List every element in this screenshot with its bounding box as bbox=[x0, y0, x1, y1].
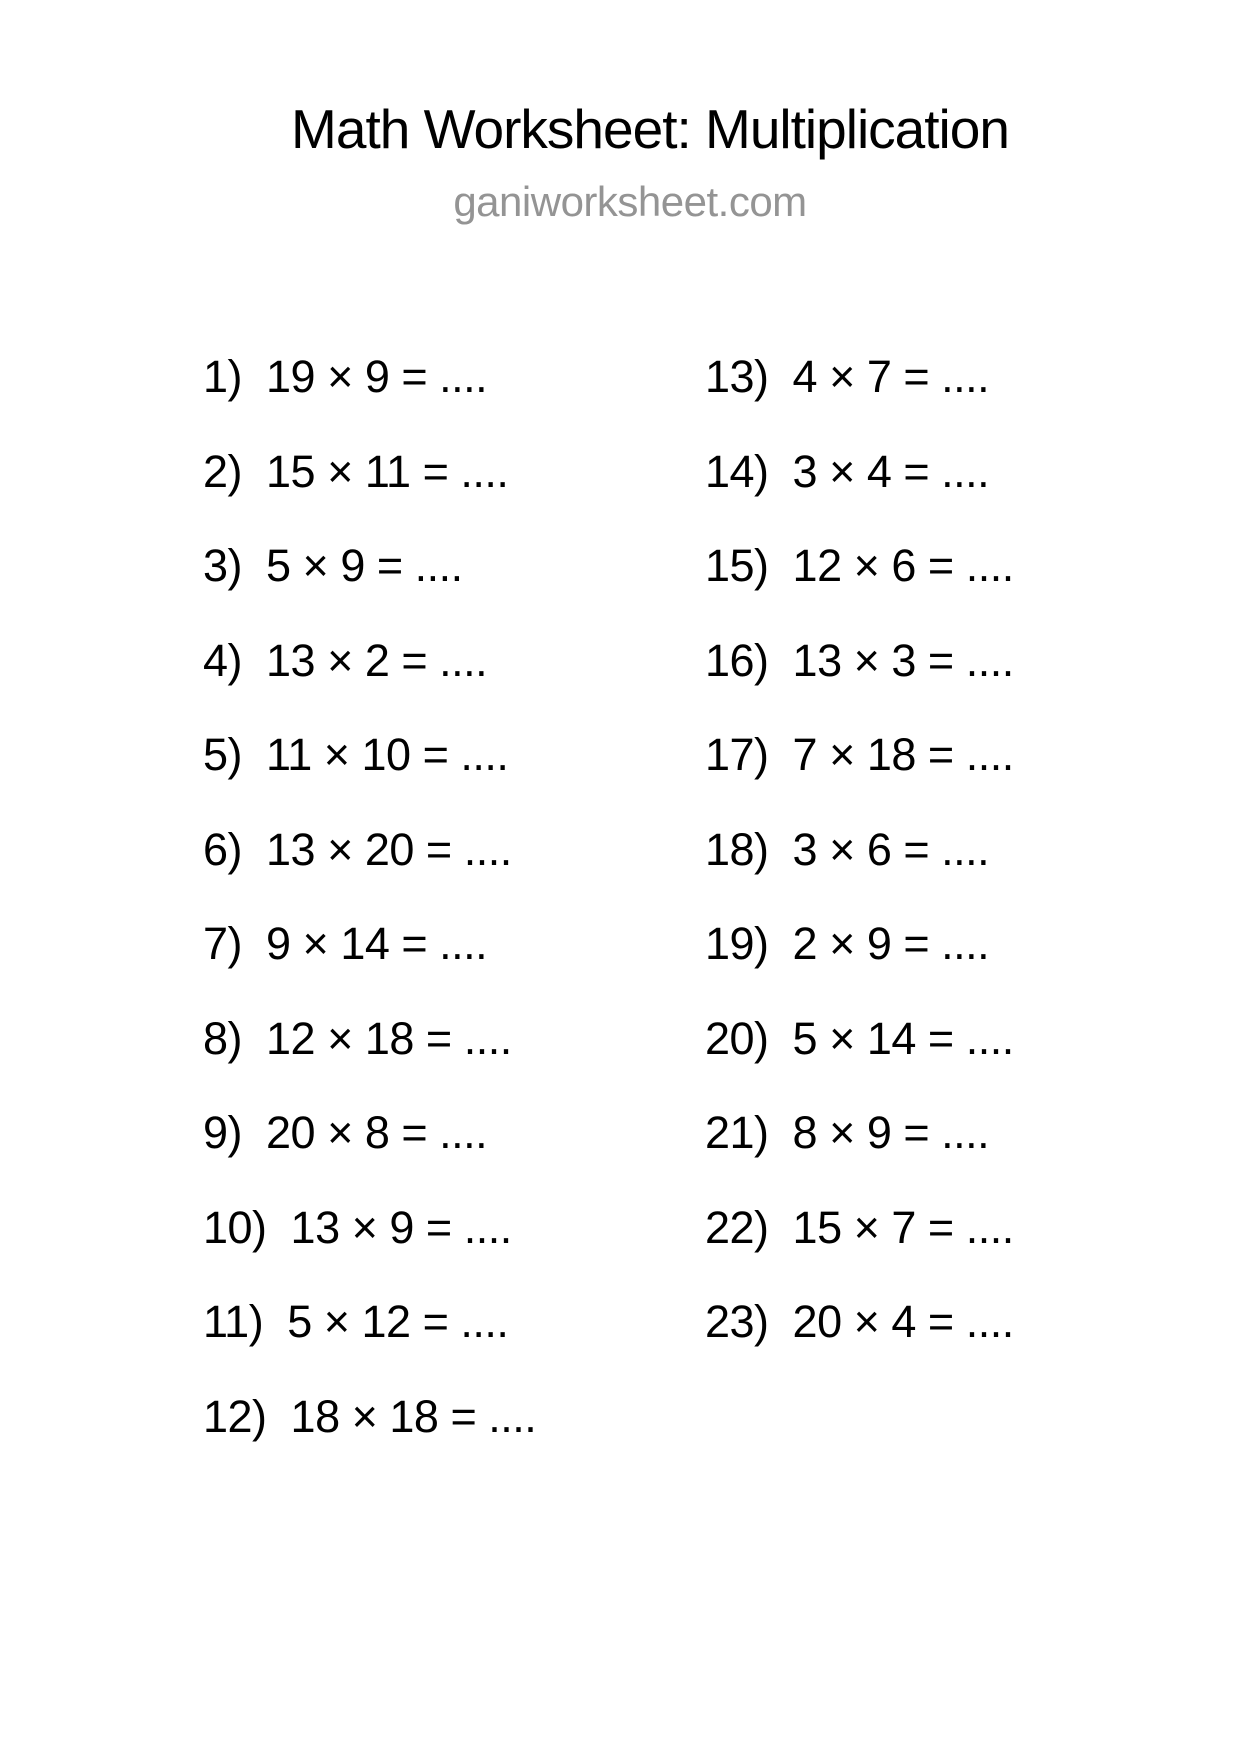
problem-row bbox=[203, 1275, 536, 1370]
problem-number: 7) bbox=[203, 918, 243, 970]
problem-expression: 13 × 9 = .... bbox=[290, 1201, 512, 1253]
problem-row bbox=[705, 330, 1014, 425]
problem-expression: 7 × 18 = .... bbox=[792, 729, 1014, 781]
problem-expression: 13 × 2 = .... bbox=[266, 634, 488, 686]
problem-number: 4) bbox=[203, 634, 243, 686]
problem-number: 2) bbox=[203, 445, 243, 497]
problem-expression: 2 × 9 = .... bbox=[792, 918, 990, 970]
problem-expression: 19 × 9 = .... bbox=[266, 351, 488, 403]
problem-number: 11) bbox=[203, 1296, 264, 1348]
problem-number: 16) bbox=[705, 634, 769, 686]
problem-row bbox=[203, 897, 536, 992]
problem-row bbox=[203, 1086, 536, 1181]
problem-number: 22) bbox=[705, 1201, 769, 1253]
problem-number: 17) bbox=[705, 729, 769, 781]
problem-row bbox=[705, 1181, 1014, 1276]
problem-expression: 11 × 10 = .... bbox=[266, 729, 509, 781]
problem-row bbox=[705, 614, 1014, 709]
problem-expression: 5 × 9 = .... bbox=[266, 540, 463, 592]
problem-number: 9) bbox=[203, 1107, 243, 1159]
problem-row bbox=[203, 330, 536, 425]
problem-expression: 12 × 18 = .... bbox=[266, 1012, 512, 1064]
problems-left-column bbox=[203, 330, 536, 1464]
problem-number: 1) bbox=[203, 351, 243, 403]
problem-number: 8) bbox=[203, 1012, 243, 1064]
page-subtitle: ganiworksheet.com bbox=[453, 178, 807, 225]
problem-expression: 13 × 3 = .... bbox=[792, 634, 1014, 686]
problems-right-column bbox=[705, 330, 1014, 1370]
problem-expression: 18 × 18 = .... bbox=[290, 1390, 537, 1442]
problem-number: 12) bbox=[203, 1390, 267, 1442]
problem-row bbox=[705, 1275, 1014, 1370]
problem-row bbox=[705, 992, 1014, 1087]
problem-number: 20) bbox=[705, 1012, 769, 1064]
problem-row bbox=[705, 897, 1014, 992]
problem-row bbox=[203, 803, 536, 898]
problem-row bbox=[203, 1181, 536, 1276]
problem-row bbox=[705, 519, 1014, 614]
problem-row bbox=[203, 1370, 536, 1465]
problem-number: 19) bbox=[705, 918, 769, 970]
page-title: Math Worksheet: Multiplication bbox=[291, 98, 1009, 160]
problem-number: 5) bbox=[203, 729, 243, 781]
problem-expression: 3 × 4 = .... bbox=[792, 445, 990, 497]
problem-row bbox=[705, 425, 1014, 520]
problem-row bbox=[203, 708, 536, 803]
problem-row bbox=[705, 803, 1014, 898]
problem-expression: 13 × 20 = .... bbox=[266, 823, 512, 875]
problem-row bbox=[203, 425, 536, 520]
problem-expression: 15 × 11 = .... bbox=[266, 445, 509, 497]
problem-expression: 12 × 6 = .... bbox=[792, 540, 1014, 592]
problem-row bbox=[705, 708, 1014, 803]
problem-number: 6) bbox=[203, 823, 243, 875]
problem-expression: 20 × 4 = .... bbox=[792, 1296, 1014, 1348]
problem-number: 15) bbox=[705, 540, 769, 592]
problem-row bbox=[203, 992, 536, 1087]
problem-expression: 9 × 14 = .... bbox=[266, 918, 488, 970]
problem-number: 13) bbox=[705, 351, 769, 403]
problem-expression: 3 × 6 = .... bbox=[792, 823, 990, 875]
problem-row bbox=[203, 614, 536, 709]
problem-number: 14) bbox=[705, 445, 769, 497]
problem-number: 23) bbox=[705, 1296, 769, 1348]
problem-expression: 8 × 9 = .... bbox=[792, 1107, 990, 1159]
problem-row bbox=[705, 1086, 1014, 1181]
problem-expression: 15 × 7 = .... bbox=[792, 1201, 1014, 1253]
problem-expression: 5 × 14 = .... bbox=[792, 1012, 1014, 1064]
problem-number: 3) bbox=[203, 540, 243, 592]
problem-number: 18) bbox=[705, 823, 769, 875]
problem-expression: 4 × 7 = .... bbox=[792, 351, 990, 403]
problem-number: 10) bbox=[203, 1201, 267, 1253]
problem-number: 21) bbox=[705, 1107, 769, 1159]
problem-expression: 5 × 12 = .... bbox=[287, 1296, 509, 1348]
problem-expression: 20 × 8 = .... bbox=[266, 1107, 488, 1159]
problem-row bbox=[203, 519, 536, 614]
